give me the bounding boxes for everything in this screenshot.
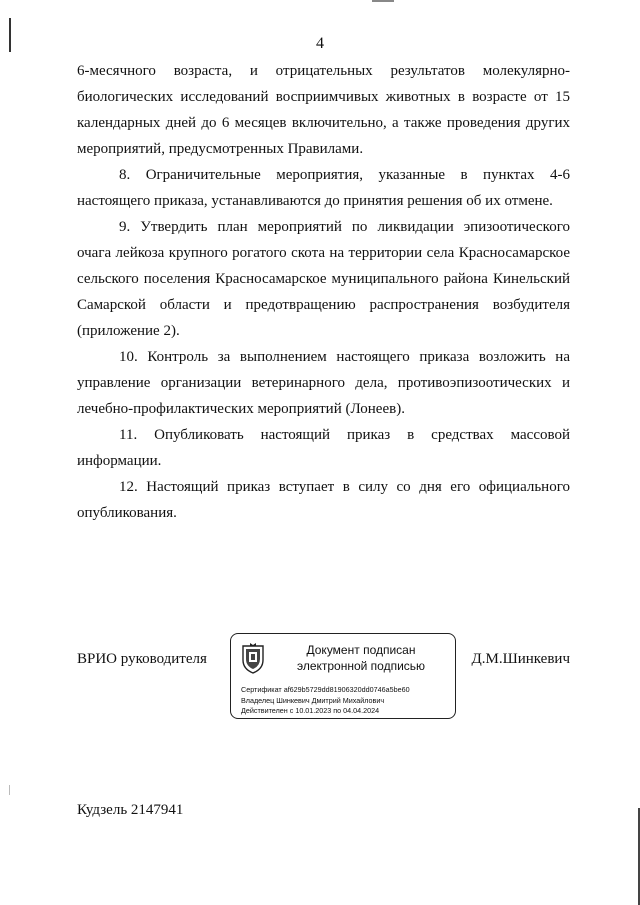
paragraph: 8. Ограничительные мероприятия, указанные в пунктах 4-6 настоящего приказа, устанавливаются до принятия решения об их отмене. <box>77 167 570 209</box>
stamp-title-line: электронной подписью <box>296 659 426 673</box>
executor-code: Кудзель 2147941 <box>77 802 184 818</box>
stamp-validity: Действителен с 10.01.2023 по 04.04.2024 <box>241 706 380 715</box>
coat-of-arms-icon <box>240 642 266 674</box>
paragraph: 6-месячного возраста, и отрицательных результатов молекулярно-биологических исследований восприимчивых животных в возрасте от 15 календарных дней до 6 месяцев включительно, а также проведения других мероприятий, предусмотренных Правилами. <box>77 63 570 157</box>
page-number: 4 <box>316 35 324 52</box>
paragraph: 12. Настоящий приказ вступает в силу со дня его официального опубликования. <box>77 479 570 521</box>
scan-edge-mark <box>9 785 10 795</box>
signer-title: ВРИО руководителя <box>77 651 207 667</box>
stamp-certificate: Сертификат af629b5729dd81906320dd0746a5be60 <box>241 685 410 694</box>
electronic-signature-stamp <box>230 633 456 719</box>
stamp-title <box>271 642 451 674</box>
stamp-title-line: Документ подписан <box>306 643 416 657</box>
stamp-details <box>241 685 410 717</box>
document-body <box>77 58 570 526</box>
paragraph: 11. Опубликовать настоящий приказ в средствах массовой информации. <box>77 427 570 469</box>
scan-edge-mark <box>372 0 394 2</box>
paragraph: 9. Утвердить план мероприятий по ликвидации эпизоотического очага лейкоза крупного рогатого скота на территории села Красносамарское сельского поселения Красносамарское муниципального района Кинельский Самарской области и предотвращению распространения возбудителя (приложение 2). <box>77 219 570 339</box>
signer-name: Д.М.Шинкевич <box>471 651 570 667</box>
paragraph: 10. Контроль за выполнением настоящего приказа возложить на управление организации ветеринарного дела, противоэпизоотических и лечебно-профилактических мероприятий (Лонеев). <box>77 349 570 417</box>
stamp-owner: Владелец Шинкевич Дмитрий Михайлович <box>241 695 385 705</box>
